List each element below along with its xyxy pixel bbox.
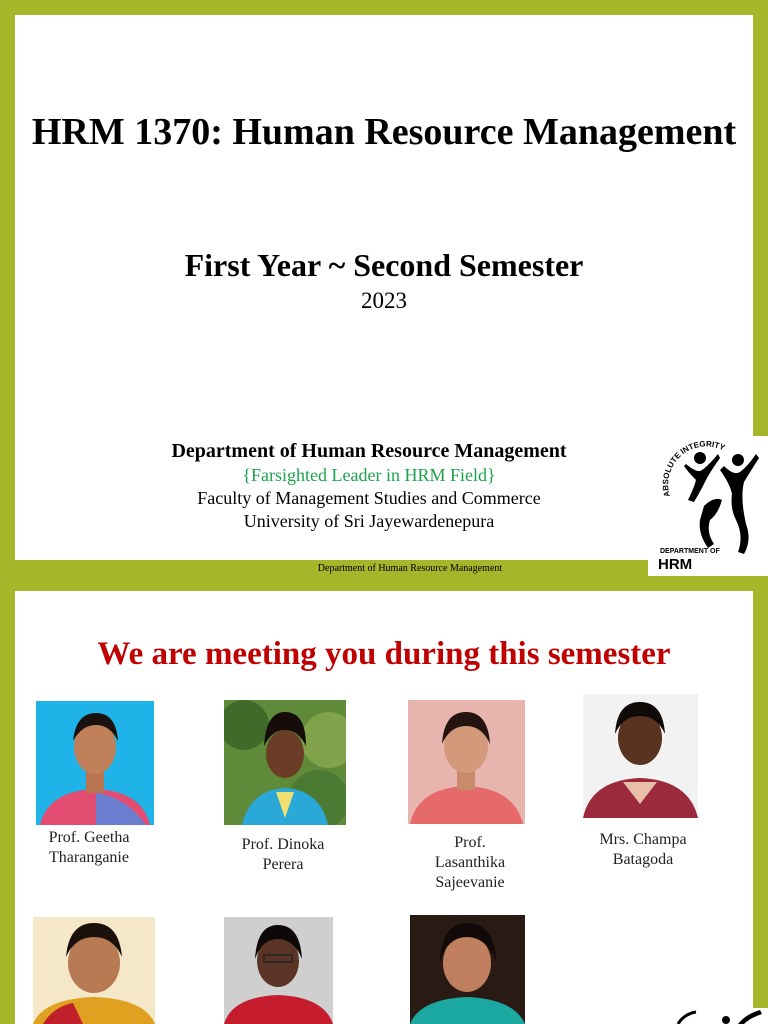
staff-slide-title: We are meeting you during this semester: [97, 636, 671, 672]
department-name: Department of Human Resource Management: [171, 440, 567, 462]
hrm-logo: [648, 436, 768, 576]
staff-photo-1: [36, 701, 154, 825]
staff-photo-2: [224, 700, 346, 825]
slide-footer: Department of Human Resource Management: [317, 563, 503, 574]
hrm-logo-partial-icon: [668, 1008, 768, 1024]
department-motto: {Farsighted Leader in HRM Field}: [242, 465, 496, 485]
staff-caption-line: Prof. Geetha: [48, 829, 130, 846]
staff-photo-4: [583, 694, 698, 818]
staff-photo-7: [410, 915, 525, 1024]
staff-photo-6: [224, 917, 333, 1024]
staff-caption-line: Mrs. Champa: [599, 831, 687, 848]
staff-slide: [15, 591, 753, 1024]
staff-caption-line: Sajeevanie: [435, 874, 505, 891]
staff-photo-5: [33, 917, 155, 1024]
logo-arc-text: ABSOLUTE INTEGRITY: [661, 439, 727, 498]
staff-caption-line: Prof. Dinoka: [241, 836, 325, 853]
staff-caption-3: [395, 833, 545, 893]
semester-title: First Year ~ Second Semester: [184, 247, 584, 283]
logo-brand-text: HRM: [658, 556, 693, 573]
staff-caption-line: Batagoda: [612, 851, 674, 868]
logo-dept-text: DEPARTMENT OF: [660, 548, 720, 555]
title-slide: [15, 15, 753, 560]
hrm-logo-partial: [668, 1008, 768, 1024]
staff-caption-1: [15, 828, 163, 868]
staff-photo-3: [408, 700, 525, 824]
faculty-name: Faculty of Management Studies and Commerce: [197, 488, 541, 508]
staff-caption-2: [208, 835, 358, 875]
year-label: 2023: [361, 288, 407, 313]
staff-caption-line: Lasanthika: [434, 854, 506, 871]
staff-caption-line: Perera: [262, 856, 304, 873]
course-title: HRM 1370: Human Resource Management: [31, 111, 737, 153]
hrm-logo-icon: [648, 436, 768, 576]
staff-caption-line: Prof.: [454, 834, 486, 851]
university-name: University of Sri Jayewardenepura: [243, 511, 495, 531]
staff-caption-4: [568, 830, 718, 870]
staff-caption-line: Tharanganie: [49, 849, 129, 866]
